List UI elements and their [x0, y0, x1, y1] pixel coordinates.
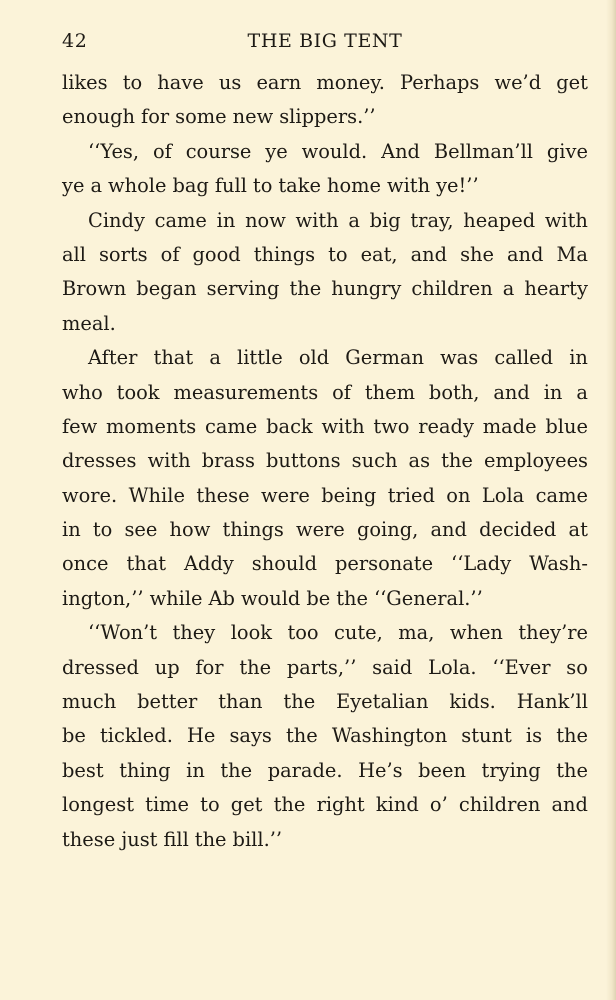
- text-line: longest time to get the right kind o’ children and: [62, 793, 588, 817]
- text-line: After that a little old German was called in: [88, 346, 588, 370]
- text-line: Brown began serving the hungry children a hearty: [62, 277, 588, 301]
- body-text: [62, 66, 588, 857]
- text-line: these just fill the bill.’’: [62, 827, 283, 851]
- text-line: be tickled. He says the Washington stunt is the: [62, 724, 588, 748]
- text-line: who took measurements of them both, and in a: [62, 380, 588, 404]
- text-line: dressed up for the parts,’’ said Lola. ‘‘Ever so: [62, 655, 588, 679]
- text-line: enough for some new slippers.’’: [62, 105, 376, 129]
- text-line: much better than the Eyetalian kids. Hank’ll: [62, 690, 588, 714]
- text-line: ‘‘Yes, of course ye would. And Bellman’ll give: [88, 139, 588, 163]
- text-line: ye a whole bag full to take home with ye!’’: [62, 174, 479, 198]
- text-line: best thing in the parade. He’s been trying the: [62, 758, 588, 782]
- text-line: Cindy came in now with a big tray, heaped with: [88, 208, 588, 232]
- page-number: 42: [62, 30, 88, 52]
- text-line: wore. While these were being tried on Lola came: [62, 483, 588, 507]
- text-line: once that Addy should personate ‘‘Lady Wash-: [62, 552, 588, 576]
- text-line: meal.: [62, 311, 116, 335]
- text-line: ington,’’ while Ab would be the ‘‘General.’’: [62, 586, 483, 610]
- text-line: in to see how things were going, and decided at: [62, 518, 588, 542]
- text-line: ‘‘Won’t they look too cute, ma, when they’re: [88, 621, 588, 645]
- text-line: likes to have us earn money. Perhaps we’d get: [62, 71, 588, 94]
- text-line: few moments came back with two ready made blue: [62, 414, 588, 438]
- text-line: dresses with brass buttons such as the employees: [62, 449, 588, 473]
- text-line: all sorts of good things to eat, and she and Ma: [62, 242, 588, 266]
- running-title: THE BIG TENT: [247, 30, 403, 52]
- running-head: [62, 30, 588, 56]
